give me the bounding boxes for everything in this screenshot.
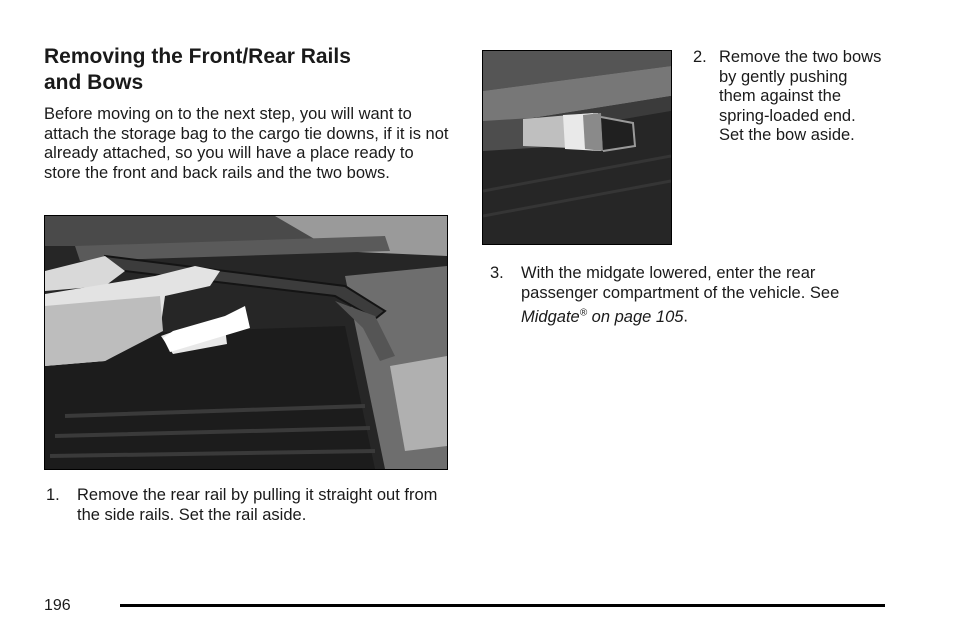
step-text: With the midgate lowered, enter the rear passenger compartment of the vehicle. See <box>521 264 840 302</box>
bow-removal-photo <box>482 50 672 245</box>
rear-rail-removal-photo <box>44 215 448 470</box>
step-3 <box>490 264 890 327</box>
step-text-wrapper <box>490 264 890 327</box>
footer-rule <box>120 604 885 607</box>
reference-title: Midgate <box>521 307 580 326</box>
section-heading <box>44 44 444 96</box>
step-text: Remove the rear rail by pulling it straight out from the side rails. Set the rail aside. <box>77 486 438 524</box>
page-number: 196 <box>44 597 71 614</box>
step-1 <box>46 486 456 525</box>
step-2 <box>693 48 883 146</box>
step-text: Remove the two bows by gently pushing them against the spring-loaded end. Set the bow aside. <box>719 48 882 144</box>
heading-line-2: and Bows <box>44 71 144 94</box>
bow-removal-illustration <box>483 51 671 244</box>
rear-rail-removal-illustration <box>45 216 447 469</box>
registered-mark: ® <box>579 307 588 318</box>
intro-paragraph: Before moving on to the next step, you will want to attach the storage bag to the cargo tie downs, if it is not already attached, so you will have a place ready to store the front and back rails and the two bows. <box>44 105 449 182</box>
step-number: 3. <box>490 264 504 282</box>
sentence-end: . <box>683 307 689 326</box>
midgate-page-reference[interactable] <box>521 308 683 326</box>
reference-page: on page 105 <box>587 307 684 326</box>
step-number: 2. <box>693 48 707 66</box>
heading-line-1: Removing the Front/Rear Rails <box>44 45 351 68</box>
step-number: 1. <box>46 486 60 504</box>
